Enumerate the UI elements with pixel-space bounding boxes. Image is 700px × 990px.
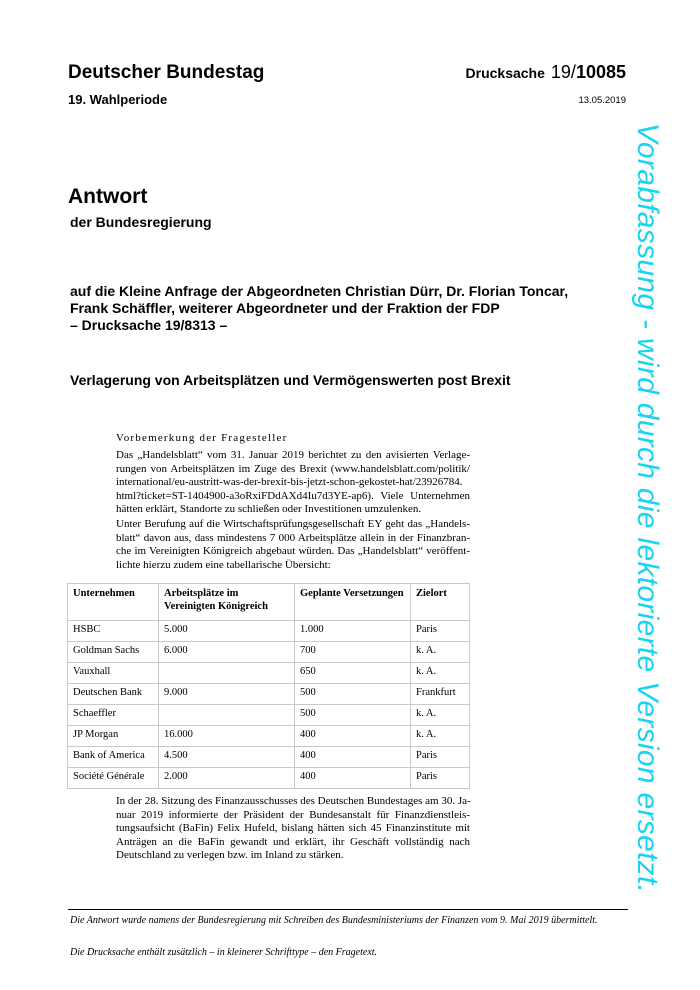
table-cell: Deutschen Bank bbox=[68, 684, 159, 705]
table-cell: 400 bbox=[295, 747, 411, 768]
text-line: html?ticket=ST-1404900-a3oRxiFDdAXd4Iu7d3YE-ap6). Viele Unternehmen bbox=[116, 489, 470, 502]
text-line: Deutschland zu verlegen bzw. im Inland zu stärken. bbox=[116, 849, 344, 862]
table-cell: Schaeffler bbox=[68, 705, 159, 726]
text-line: international/eu-austritt-was-der-brexit-bis-jetzt-schon-gekostet-hat/23926784. bbox=[116, 476, 463, 489]
table-header-row bbox=[68, 584, 470, 621]
table-cell: k. A. bbox=[411, 642, 470, 663]
footer-divider bbox=[68, 909, 628, 910]
column-header: Geplante Versetzungen bbox=[295, 584, 411, 621]
table-row bbox=[68, 726, 470, 747]
footer-note: Die Drucksache enthält zusätzlich – in kleinerer Schrifttype – den Fragetext. bbox=[70, 947, 378, 958]
table-cell: 4.500 bbox=[159, 747, 295, 768]
text-line: Anträgen an die BaFin gewandt und erklärt, ihr Geschäft vollständig nach bbox=[116, 835, 470, 848]
table-cell: Frankfurt bbox=[411, 684, 470, 705]
column-header: Unternehmen bbox=[68, 584, 159, 621]
table-row bbox=[68, 705, 470, 726]
text-line: hätten erklärt, Standorte zu schließen oder Investitionen umzulenken. bbox=[116, 503, 422, 516]
text-line: che im Vereinigten Königreich abgebaut würden. Das „Handelsblatt“ veröffent- bbox=[116, 545, 470, 558]
drucksache-label: Drucksache bbox=[465, 65, 545, 81]
text-line: lichte hierzu zudem eine tabellarische Übersicht: bbox=[116, 558, 331, 571]
watermark bbox=[603, 108, 691, 908]
text-line: nuar 2019 informierte der Präsident der Bundesanstalt für Finanzdienstleis- bbox=[116, 808, 470, 821]
table-row bbox=[68, 747, 470, 768]
table-cell: 2.000 bbox=[159, 768, 295, 789]
text-line: In der 28. Sitzung des Finanzausschusses des Deutschen Bundestages am 30. Ja- bbox=[116, 795, 471, 807]
text-line: tungsaufsicht (BaFin) Felix Hufeld, bislang hätten sich 45 Finanzinstitute mit bbox=[116, 822, 470, 835]
table-cell bbox=[159, 663, 295, 684]
table-cell: Société Générale bbox=[68, 768, 159, 789]
preliminary-paragraph-3 bbox=[116, 795, 470, 863]
column-header: Zielort bbox=[411, 584, 470, 621]
drucksache-number bbox=[466, 62, 626, 83]
table-cell: JP Morgan bbox=[68, 726, 159, 747]
table-cell: 16.000 bbox=[159, 726, 295, 747]
table-row bbox=[68, 621, 470, 642]
table-cell: 650 bbox=[295, 663, 411, 684]
footer-note: Die Antwort wurde namens der Bundesregierung mit Schreiben des Bundesministeriums der Finanzen vom 9. Mai 2019 übermittelt. bbox=[70, 915, 598, 926]
inquiry-line: auf die Kleine Anfrage der Abgeordneten Christian Dürr, Dr. Florian Toncar, bbox=[70, 283, 569, 299]
text-line: blatt“ davon aus, dass mindestens 7 000 Arbeitsplätze allein in der Finanzbran- bbox=[116, 531, 470, 544]
table-row bbox=[68, 642, 470, 663]
brexit-jobs-table bbox=[67, 583, 470, 789]
document-title: Antwort bbox=[68, 185, 148, 208]
table-cell: 400 bbox=[295, 726, 411, 747]
table-cell: 400 bbox=[295, 768, 411, 789]
inquiry-line: – Drucksache 19/8313 – bbox=[70, 317, 228, 333]
preliminary-heading: Vorbemerkung der Fragesteller bbox=[116, 432, 288, 444]
table-cell: 500 bbox=[295, 684, 411, 705]
text-line: Das „Handelsblatt“ vom 31. Januar 2019 berichtet zu den avisierten Verlage- bbox=[116, 449, 470, 461]
table-cell: Bank of America bbox=[68, 747, 159, 768]
table-cell bbox=[159, 705, 295, 726]
inquiry-line: Frank Schäffler, weiterer Abgeordneter und der Fraktion der FDP bbox=[70, 300, 500, 316]
text-line: rungen von Arbeitsplätzen im Zuge des Brexit (www.handelsblatt.com/politik/ bbox=[116, 462, 470, 475]
table-cell: 1.000 bbox=[295, 621, 411, 642]
table-cell: Paris bbox=[411, 621, 470, 642]
table-cell: 500 bbox=[295, 705, 411, 726]
table-cell: Goldman Sachs bbox=[68, 642, 159, 663]
table-cell: 700 bbox=[295, 642, 411, 663]
table-row bbox=[68, 768, 470, 789]
document-topic: Verlagerung von Arbeitsplätzen und Vermögenswerten post Brexit bbox=[70, 372, 511, 388]
table-cell: k. A. bbox=[411, 726, 470, 747]
table-cell: k. A. bbox=[411, 663, 470, 684]
drucksache-prefix: 19/ bbox=[550, 62, 576, 82]
table-cell: Paris bbox=[411, 747, 470, 768]
column-header: Arbeitsplätze im Vereinigten Königreich bbox=[159, 584, 295, 621]
table-cell: 5.000 bbox=[159, 621, 295, 642]
text-line: Unter Berufung auf die Wirtschaftsprüfungsgesellschaft EY geht das „Handels- bbox=[116, 518, 470, 530]
table-row bbox=[68, 663, 470, 684]
watermark-text: Vorabfassung - wird durch die lektorierte Version ersetzt. bbox=[631, 122, 664, 894]
inquiry-reference bbox=[70, 283, 615, 334]
table-row bbox=[68, 684, 470, 705]
table-cell: Paris bbox=[411, 768, 470, 789]
table-cell: k. A. bbox=[411, 705, 470, 726]
preliminary-paragraph-1 bbox=[116, 449, 470, 517]
organization-title: Deutscher Bundestag bbox=[68, 62, 265, 83]
document-date: 13.05.2019 bbox=[578, 95, 626, 106]
wahlperiode: 19. Wahlperiode bbox=[68, 92, 168, 107]
table-cell: Vauxhall bbox=[68, 663, 159, 684]
document-subtitle: der Bundesregierung bbox=[70, 214, 212, 230]
table-cell: 6.000 bbox=[159, 642, 295, 663]
table-cell: HSBC bbox=[68, 621, 159, 642]
preliminary-paragraph-2 bbox=[116, 518, 470, 572]
table-cell: 9.000 bbox=[159, 684, 295, 705]
drucksache-id: 10085 bbox=[575, 62, 626, 82]
